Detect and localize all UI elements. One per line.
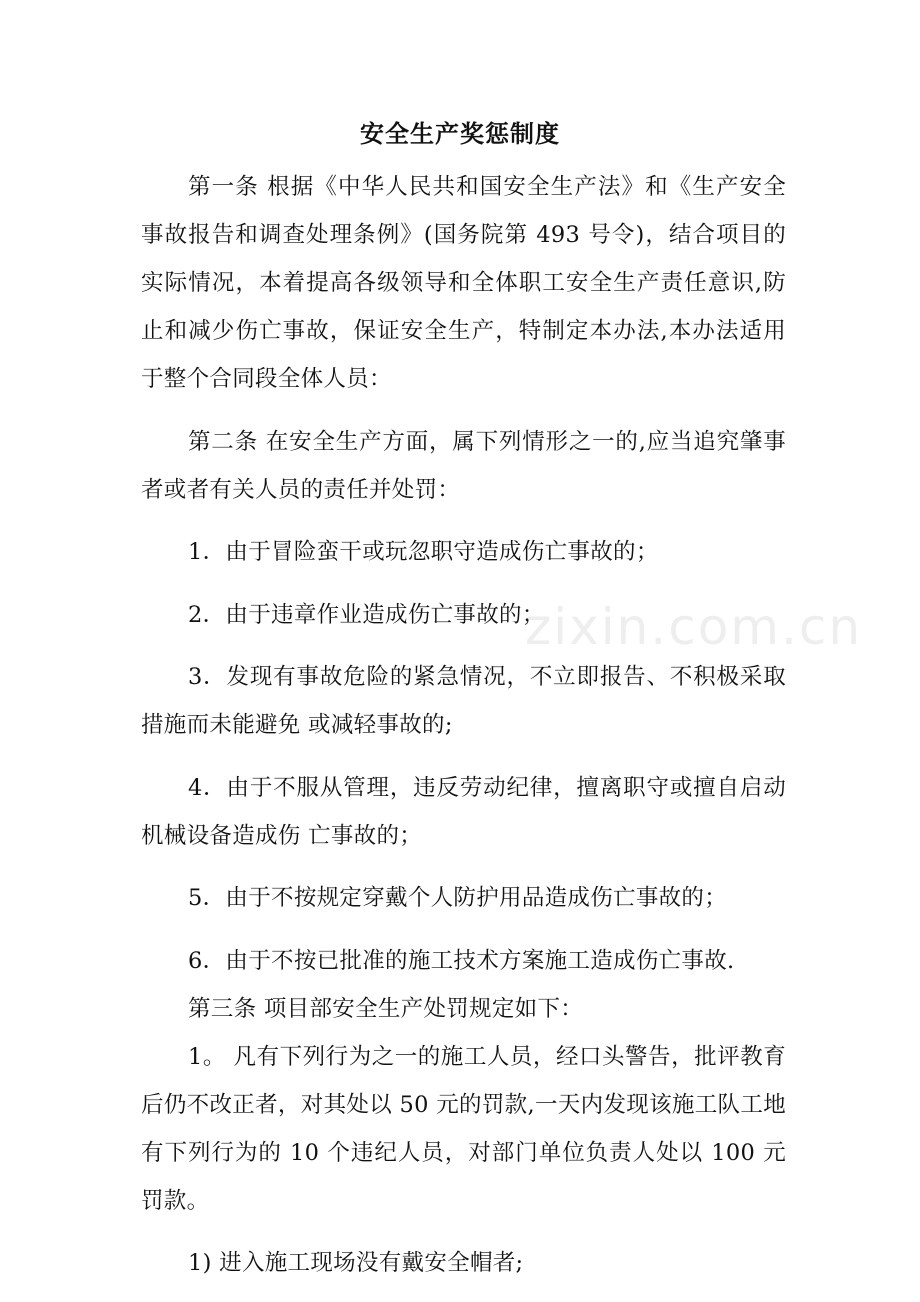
list-item: 2．由于违章作业造成伤亡事故的； bbox=[188, 601, 545, 628]
list-item: 5．由于不按规定穿戴个人防护用品造成伤亡事故的； bbox=[188, 885, 728, 911]
list-item: 1．由于冒险蛮干或玩忽职守造成伤亡事故的； bbox=[188, 539, 659, 565]
sub-list-item: 1) 进入施工现场没有戴安全帽者; bbox=[188, 1250, 524, 1276]
article-2: 第二条 在安全生产方面，属下列情形之一的,应当追究肇事者或者有关人员的责任并处罚： bbox=[141, 428, 786, 503]
penalty-rule-1: 1。 凡有下列行为之一的施工人员，经口头警告，批评教育后仍不改正者，对其处以 50 元的罚款,一天内发现该施工队工地有下列行为的 10 个违纪人员，对部门单位负责人处以 100 元罚款。 bbox=[141, 1043, 786, 1214]
list-item: 4．由于不服从管理，违反劳动纪律，擅离职守或擅自启动机械设备造成伤 亡事故的； bbox=[141, 774, 786, 849]
article-3: 第三条 项目部安全生产处罚规定如下： bbox=[188, 995, 584, 1022]
document-body bbox=[141, 163, 786, 1302]
article-1: 第一条 根据《中华人民共和国安全生产法》和《生产安全事故报告和调查处理条例》(国务院第 493 号令)，结合项目的实际情况，本着提高各级领导和全体职工安全生产责任意识,防止和减少伤亡事故，保证安全生产，特制定本办法,本办法适用于整个合同段全体人员： bbox=[141, 174, 786, 392]
watermark: zixin.com.cn bbox=[525, 598, 863, 656]
list-item: 3．发现有事故危险的紧急情况，不立即报告、不积极采取措施而未能避免 或减轻事故的; bbox=[141, 664, 786, 738]
document-title: 安全生产奖惩制度 bbox=[360, 119, 560, 148]
list-item: 6．由于不按已批准的施工技术方案施工造成伤亡事故. bbox=[188, 947, 735, 974]
